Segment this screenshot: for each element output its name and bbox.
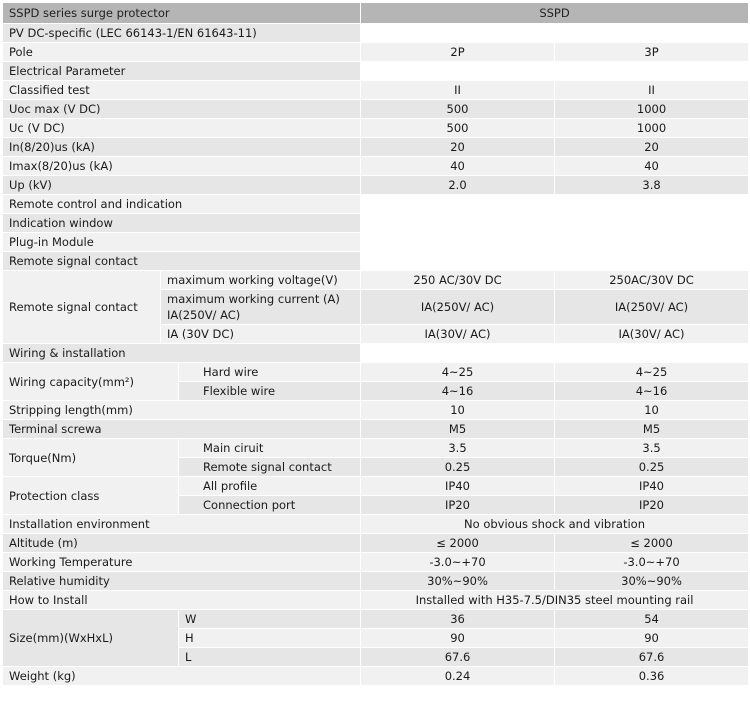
- cell-2p: IP40: [361, 477, 555, 496]
- cell-3p: 30%~90%: [555, 572, 749, 591]
- cell-merged: No obvious shock and vibration: [361, 515, 749, 534]
- cell-3p: 0.25: [555, 458, 749, 477]
- table-header: [3, 3, 749, 24]
- row-label: Relative humidity: [3, 572, 361, 591]
- row-label: Stripping length(mm): [3, 401, 361, 420]
- table-row: [3, 515, 749, 534]
- sub-label: IA (30V DC): [161, 325, 361, 344]
- row-label: Installation environment: [3, 515, 361, 534]
- row-label: Indication window: [3, 214, 361, 233]
- table-row: [3, 138, 749, 157]
- table-row: [3, 176, 749, 195]
- cell-3p: 3P: [555, 43, 749, 62]
- table-row: [3, 591, 749, 610]
- cell-2p: 67.6: [361, 648, 555, 667]
- table-row: [3, 344, 749, 363]
- table-row: [3, 119, 749, 138]
- table-row: [3, 667, 749, 686]
- row-label: Remote signal contact: [3, 271, 161, 344]
- section-label: Remote control and indication: [3, 195, 361, 214]
- row-label: Plug-in Module: [3, 233, 361, 252]
- sub-label: Remote signal contact: [179, 458, 361, 477]
- cell-3p: ≤ 2000: [555, 534, 749, 553]
- cell-3p: 1000: [555, 119, 749, 138]
- row-label: Terminal screwa: [3, 420, 361, 439]
- sub-label: H: [179, 629, 361, 648]
- table-row: [3, 81, 749, 100]
- cell-2p: 500: [361, 100, 555, 119]
- cell-2p: 2.0: [361, 176, 555, 195]
- table-row: [3, 477, 749, 496]
- header-product-series: SSPD series surge protector: [3, 3, 361, 24]
- cell-3p: -3.0~+70: [555, 553, 749, 572]
- table-row: [3, 572, 749, 591]
- table-row: [3, 439, 749, 458]
- section-label: Electrical Parameter: [3, 62, 361, 81]
- cell-2p: ≤ 2000: [361, 534, 555, 553]
- table-row: [3, 401, 749, 420]
- table-row: [3, 271, 749, 290]
- row-label: Altitude (m): [3, 534, 361, 553]
- cell-2p: 10: [361, 401, 555, 420]
- sub-label: L: [179, 648, 361, 667]
- table-row: [3, 43, 749, 62]
- cell-merged: Installed with H35-7.5/DIN35 steel mounting rail: [361, 591, 749, 610]
- cell-2p: 0.25: [361, 458, 555, 477]
- cell-2p: 250 AC/30V DC: [361, 271, 555, 290]
- table-row: [3, 214, 749, 233]
- table-row: [3, 195, 749, 214]
- cell-3p: 3.8: [555, 176, 749, 195]
- table-row: [3, 24, 749, 43]
- cell-3p: 250AC/30V DC: [555, 271, 749, 290]
- cell-2p: 90: [361, 629, 555, 648]
- row-label: Working Temperature: [3, 553, 361, 572]
- sub-label: All profile: [179, 477, 361, 496]
- section-label: Wiring & installation: [3, 344, 361, 363]
- sub-label: Main ciruit: [179, 439, 361, 458]
- cell-2p: 4~25: [361, 363, 555, 382]
- cell-2p: IP20: [361, 496, 555, 515]
- row-label: In(8/20)us (kA): [3, 138, 361, 157]
- row-label: Imax(8/20)us (kA): [3, 157, 361, 176]
- row-label: Size(mm)(WxHxL): [3, 610, 179, 667]
- row-label: Protection class: [3, 477, 179, 515]
- table-row: [3, 363, 749, 382]
- table-row: [3, 553, 749, 572]
- cell-3p: 90: [555, 629, 749, 648]
- cell-2p: 30%~90%: [361, 572, 555, 591]
- table-row: [3, 100, 749, 119]
- table-row: [3, 534, 749, 553]
- cell-2p: 20: [361, 138, 555, 157]
- cell-2p: II: [361, 81, 555, 100]
- cell-2p: 500: [361, 119, 555, 138]
- cell-2p: 2P: [361, 43, 555, 62]
- cell-2p: -3.0~+70: [361, 553, 555, 572]
- cell-2p: 0.24: [361, 667, 555, 686]
- cell-3p: 1000: [555, 100, 749, 119]
- table-row: [3, 610, 749, 629]
- cell-3p: 67.6: [555, 648, 749, 667]
- row-label: PV DC-specific (LEC 66143-1/EN 61643-11): [3, 24, 361, 43]
- cell-3p: 3.5: [555, 439, 749, 458]
- row-label: Up (kV): [3, 176, 361, 195]
- cell-3p: II: [555, 81, 749, 100]
- cell-2p: 40: [361, 157, 555, 176]
- table-row: [3, 252, 749, 271]
- row-label: Uc (V DC): [3, 119, 361, 138]
- row-label: Remote signal contact: [3, 252, 361, 271]
- row-label: Wiring capacity(mm²): [3, 363, 179, 401]
- sub-label: maximum working voltage(V): [161, 271, 361, 290]
- cell-3p: IA(30V/ AC): [555, 325, 749, 344]
- cell-3p: 0.36: [555, 667, 749, 686]
- row-label: Uoc max (V DC): [3, 100, 361, 119]
- table-row: [3, 420, 749, 439]
- cell-2p: IA(30V/ AC): [361, 325, 555, 344]
- cell-3p: 54: [555, 610, 749, 629]
- cell-3p: 10: [555, 401, 749, 420]
- cell-2p: 3.5: [361, 439, 555, 458]
- cell-3p: M5: [555, 420, 749, 439]
- row-label: Classified test: [3, 81, 361, 100]
- cell-2p: 36: [361, 610, 555, 629]
- sub-label: Connection port: [179, 496, 361, 515]
- row-label: Torque(Nm): [3, 439, 179, 477]
- table-row: [3, 233, 749, 252]
- cell-3p: 4~16: [555, 382, 749, 401]
- cell-3p: IP40: [555, 477, 749, 496]
- cell-3p: 4~25: [555, 363, 749, 382]
- table-row: [3, 62, 749, 81]
- cell-3p: 20: [555, 138, 749, 157]
- header-model: SSPD: [361, 3, 749, 24]
- cell-3p: IA(250V/ AC): [555, 290, 749, 325]
- sub-label: Hard wire: [179, 363, 361, 382]
- sub-label: W: [179, 610, 361, 629]
- cell-3p: IP20: [555, 496, 749, 515]
- cell-2p: IA(250V/ AC): [361, 290, 555, 325]
- row-label: Pole: [3, 43, 361, 62]
- cell-3p: 40: [555, 157, 749, 176]
- cell-2p: 4~16: [361, 382, 555, 401]
- sub-label: maximum working current (A) IA(250V/ AC): [161, 290, 361, 325]
- table-row: [3, 157, 749, 176]
- sub-label: Flexible wire: [179, 382, 361, 401]
- spec-table: [2, 2, 749, 686]
- row-label: Weight (kg): [3, 667, 361, 686]
- cell-2p: M5: [361, 420, 555, 439]
- row-label: How to Install: [3, 591, 361, 610]
